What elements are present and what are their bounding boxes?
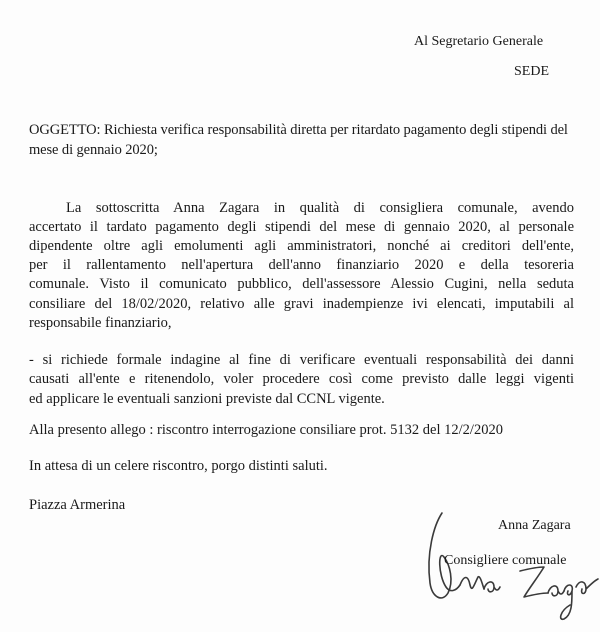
body-line: La sottoscritta Anna Zagara in qualità di consigliera comunale, avendo: [66, 200, 574, 216]
recipient-line: Al Segretario Generale: [414, 34, 544, 49]
subject-block: [29, 120, 574, 160]
body-line: comunale. Visto il comunicato pubblico, dell'assessore Alessio Cugini, nella seduta: [29, 276, 574, 292]
attachment-line: Alla presento allego : riscontro interrogazione consiliare prot. 5132 del 12/2/2020: [29, 422, 503, 438]
subject-text: Richiesta verifica responsabilità diretta per ritardato pagamento degli stipendi del mese di gennaio 2020;: [29, 122, 568, 158]
body-line: consiliare del 18/02/2020, relativo alle gravi inadempienze ivi elencati, imputabili al: [29, 296, 574, 312]
closing-line: In attesa di un celere riscontro, porgo distinti saluti.: [29, 458, 328, 474]
request-line: - si richiede formale indagine al fine di verificare eventuali responsabilità dei danni: [29, 352, 574, 368]
place-line: Piazza Armerina: [29, 497, 126, 513]
request-line: ed applicare le eventuali sanzioni previste dal CCNL vigente.: [29, 391, 385, 407]
request-line: causati all'ente e ritenendolo, voler procedere così come previsto dalle leggi vigenti: [29, 371, 574, 387]
signatory-role: Consigliere comunale: [444, 553, 567, 568]
body-line: accertato il tardato pagamento degli stipendi del mese di gennaio 2020, al personale: [29, 219, 574, 235]
location-line: SEDE: [514, 64, 549, 79]
subject-label: OGGETTO:: [29, 122, 101, 138]
signatory-name: Anna Zagara: [498, 518, 571, 533]
body-line: per il rallentamento nell'apertura dell'anno finanziario 2020 e della tesoreria: [29, 257, 574, 273]
body-line: dipendente oltre agli emolumenti agli amministratori, nonché ai creditori dell'ente,: [29, 238, 574, 254]
body-line: responsabile finanziario,: [29, 315, 172, 331]
